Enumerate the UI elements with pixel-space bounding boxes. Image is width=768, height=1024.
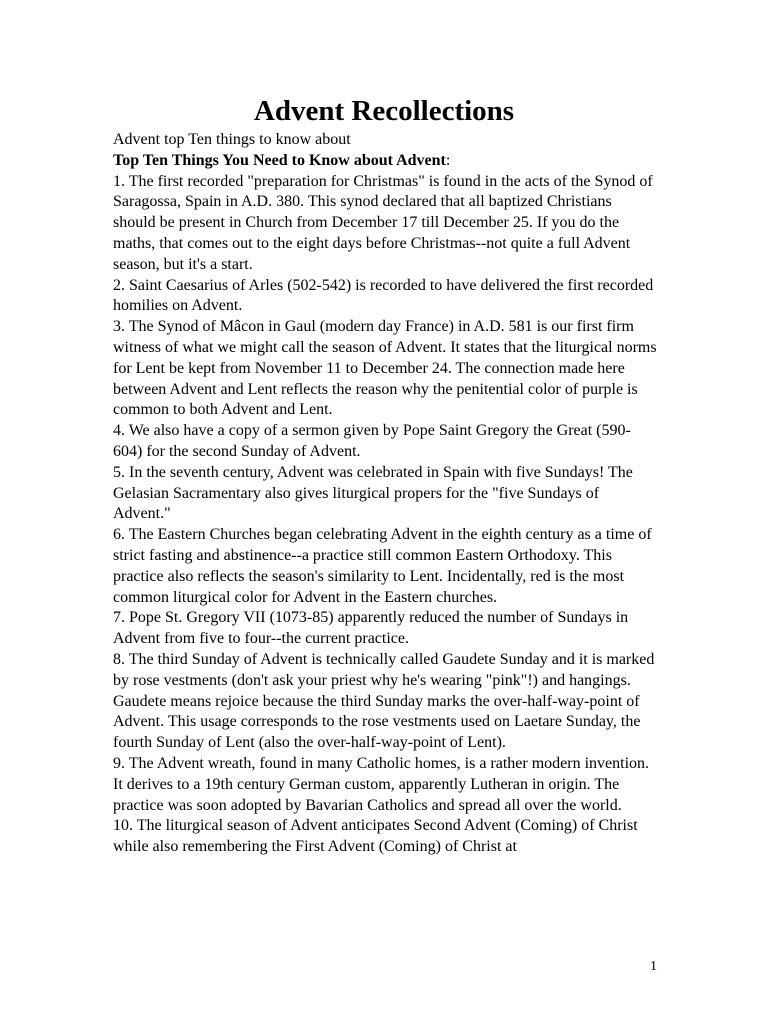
list-item-10: 10. The liturgical season of Advent anticipates Second Advent (Coming) of Christ while also remembering the First Advent (Coming) of Christ at (113, 817, 638, 856)
document-body (113, 130, 658, 858)
section-heading-text: Top Ten Things You Need to Know about Advent (113, 151, 446, 169)
list-item-9: 9. The Advent wreath, found in many Catholic homes, is a rather modern invention. It derives to a 19th century German custom, apparently Lutheran in origin. The practice was soon adopted by Bavarian Catholics and spread all over the world. (113, 754, 650, 814)
list-item-7: 7. Pope St. Gregory VII (1073-85) apparently reduced the number of Sundays in Advent from five to four--the current practice. (113, 609, 629, 648)
intro-line: Advent top Ten things to know about (113, 131, 351, 148)
list-item-4: 4. We also have a copy of a sermon given by Pope Saint Gregory the Great (590-604) for the second Sunday of Advent. (113, 422, 631, 460)
section-heading-colon: : (445, 151, 451, 169)
page-number: 1 (650, 959, 657, 974)
list-item-1: 1. The first recorded "preparation for Christmas" is found in the acts of the Synod of Saragossa, Spain in A.D. 380. This synod declared that all baptized Christians should be present in Church from December 17 till December 25. If you do the maths, that comes out to the eight days before Christmas--not quite a full Advent season, but it's a start. (113, 172, 653, 273)
list-item-3: 3. The Synod of Mâcon in Gaul (modern day France) in A.D. 581 is our first firm witness of what we might call the season of Advent. It states that the liturgical norms for Lent be kept from November 11 to December 24. The connection made here between Advent and Lent reflects the reason why the penitential color of purple is common to both Advent and Lent. (113, 318, 657, 419)
document-title: Advent Recollections (253, 95, 515, 127)
list-item-2: 2. Saint Caesarius of Arles (502-542) is recorded to have delivered the first recorded homilies on Advent. (113, 276, 654, 315)
list-item-8: 8. The third Sunday of Advent is technically called Gaudete Sunday and it is marked by rose vestments (don't ask your priest why he's wearing "pink"!) and hangings. Gaudete means rejoice because the third Sunday marks the over-half-way-point of Advent. This usage corresponds to the rose vestments used on Laetare Sunday, the fourth Sunday of Lent (also the over-half-way-point of Lent). (113, 650, 655, 752)
list-item-5: 5. In the seventh century, Advent was celebrated in Spain with five Sundays! The Gelasian Sacramentary also gives liturgical propers for the "five Sundays of Advent." (113, 463, 633, 523)
list-item-6: 6. The Eastern Churches began celebrating Advent in the eighth century as a time of strict fasting and abstinence--a practice still common Eastern Orthodoxy. This practice also reflects the season's similarity to Lent. Incidentally, red is the most common liturgical color for Advent in the Eastern churches. (113, 526, 652, 606)
section-heading (113, 151, 658, 172)
